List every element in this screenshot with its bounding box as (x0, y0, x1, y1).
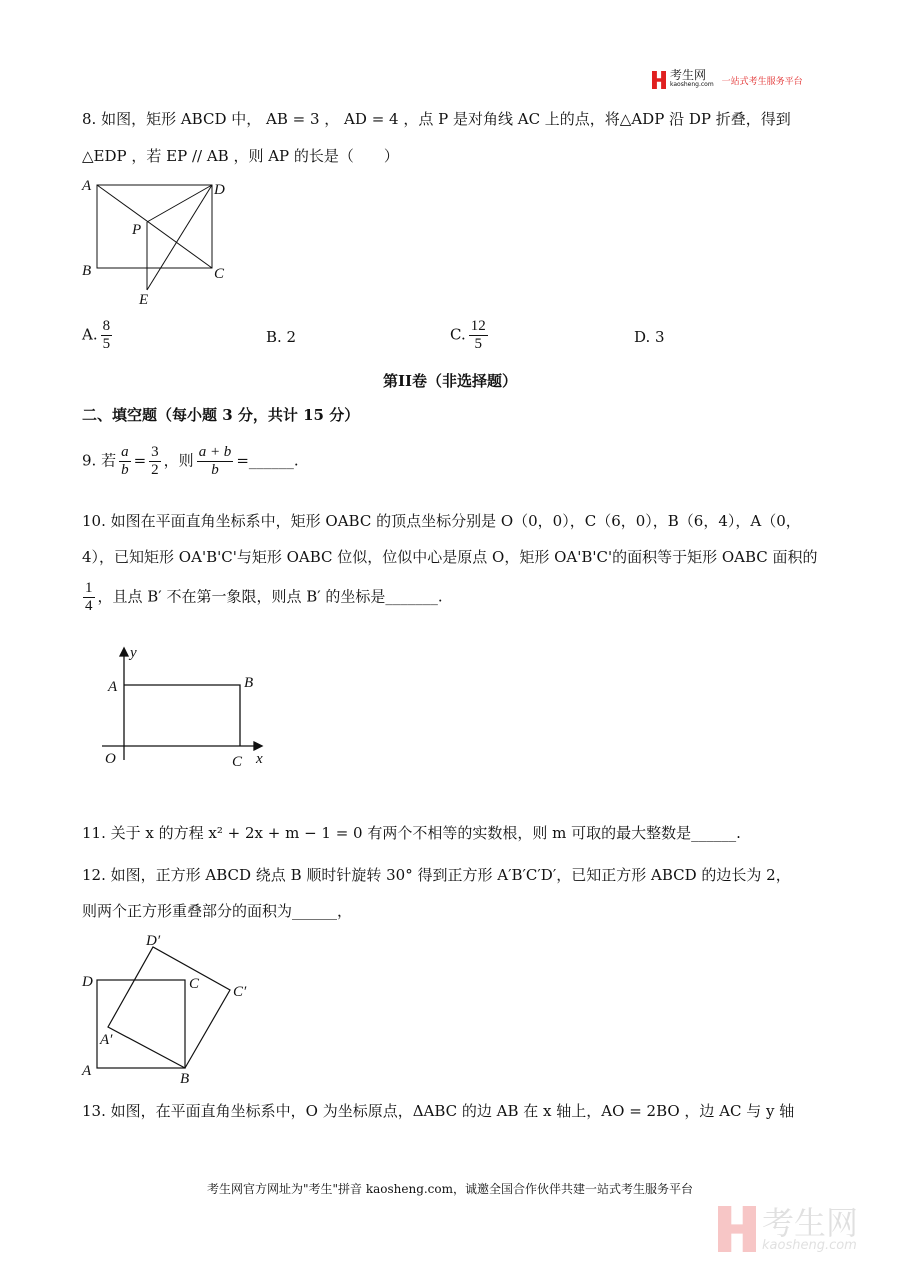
diagonal-ac (97, 185, 212, 268)
q10-line3: $\frac{1}{4}$ ，且点 B′ 不在第一象限，则点 B′ 的坐标是_______. (85, 580, 443, 614)
q8-option-b[interactable]: B. 2 (266, 328, 297, 346)
watermark (718, 1203, 859, 1253)
q10-line2: 4），已知矩形 OA'B'C'与矩形 OABC 位似，位似中心是原点 O，矩形 OA'B'C'的面积等于矩形 OABC 面积的 (82, 548, 818, 566)
q8-option-c[interactable]: C. $\frac{12}{5}$ (450, 318, 486, 352)
watermark-logo-icon (718, 1206, 756, 1252)
q12-line2: 则两个正方形重叠部分的面积为______， (82, 902, 353, 920)
q12-label-a1: A′ (100, 1032, 113, 1048)
section-title: 第II卷（非选择题） (382, 372, 518, 390)
q12-figure (97, 947, 230, 1068)
part-title: 二、填空题（每小题 3 分，共计 15 分） (82, 406, 360, 424)
q8-label-c: C (214, 266, 225, 282)
q12-label-c: C (189, 976, 200, 992)
rect-oabc (124, 685, 240, 746)
q10-label-c: C (232, 754, 243, 770)
y-axis-arrow-icon (120, 648, 128, 656)
q10-figure (102, 648, 262, 760)
square-a1b1c1d1 (108, 947, 230, 1068)
q10-label-y: y (130, 645, 137, 661)
header-slogan: 一站式考生服务平台 (721, 76, 803, 87)
watermark-domain: kaosheng.com (762, 1237, 857, 1253)
logo-domain: kaosheng.com (670, 81, 714, 88)
q11: 11. 关于 x 的方程 x² + 2x + m − 1 = 0 有两个不相等的实数根，则 m 可取的最大整数是______. (82, 824, 741, 842)
q12-label-a: A (82, 1063, 92, 1079)
q8-option-a[interactable]: A. $\frac{8}{5}$ (82, 318, 111, 352)
segment-pd (147, 185, 212, 222)
q8-option-d[interactable]: D. 3 (634, 328, 665, 346)
q10-line1: 10. 如图在平面直角坐标系中，矩形 OABC 的顶点坐标分别是 O（0，0），C（6，0），B（6，4），A（0， (82, 512, 801, 530)
q9: 9. 若 $\frac{a}{b}$ = $\frac{3}{2}$ ，则 $\frac{a + b}{b}$ =______. (82, 444, 299, 478)
segment-de (147, 185, 212, 290)
logo-name: 考生网 (670, 68, 707, 82)
q8-label-e: E (139, 292, 149, 308)
q10-label-b: B (244, 675, 254, 691)
q8-line1: 8. 如图，矩形 ABCD 中， AB = 3 ， AD = 4 ，点 P 是对角线 AC 上的点，将△ADP 沿 DP 折叠，得到 (82, 110, 791, 128)
q10-label-x: x (256, 751, 263, 767)
q8-label-b: B (82, 263, 92, 279)
q12-label-d: D (82, 974, 93, 990)
q12-label-d1: D′ (146, 933, 161, 949)
q8-figure (97, 185, 212, 290)
x-axis-arrow-icon (254, 742, 262, 750)
q12-line1: 12. 如图，正方形 ABCD 绕点 B 顺时针旋转 30° 得到正方形 A′B′C′D′，已知正方形 ABCD 的边长为 2， (82, 866, 791, 884)
q8-line2: △EDP ，若 EP // AB ，则 AP 的长是（ ） (82, 147, 399, 165)
q8-label-d: D (214, 182, 225, 198)
footer-text: 考生网官方网址为"考生"拼音 kaosheng.com，诚邀全国合作伙伴共建一站式考生服务平台 (206, 1182, 694, 1196)
q12-label-c1: C′ (233, 984, 247, 1000)
q10-label-o: O (105, 751, 116, 767)
q8-label-a: A (82, 178, 92, 194)
q10-label-a: A (108, 679, 118, 695)
q12-label-b: B (180, 1071, 190, 1087)
q8-label-p: P (132, 222, 142, 238)
watermark-name: 考生网 (762, 1203, 859, 1242)
q13: 13. 如图，在平面直角坐标系中，O 为坐标原点，ΔABC 的边 AB 在 x 轴上，AO = 2BO ，边 AC 与 y 轴 (82, 1102, 795, 1120)
